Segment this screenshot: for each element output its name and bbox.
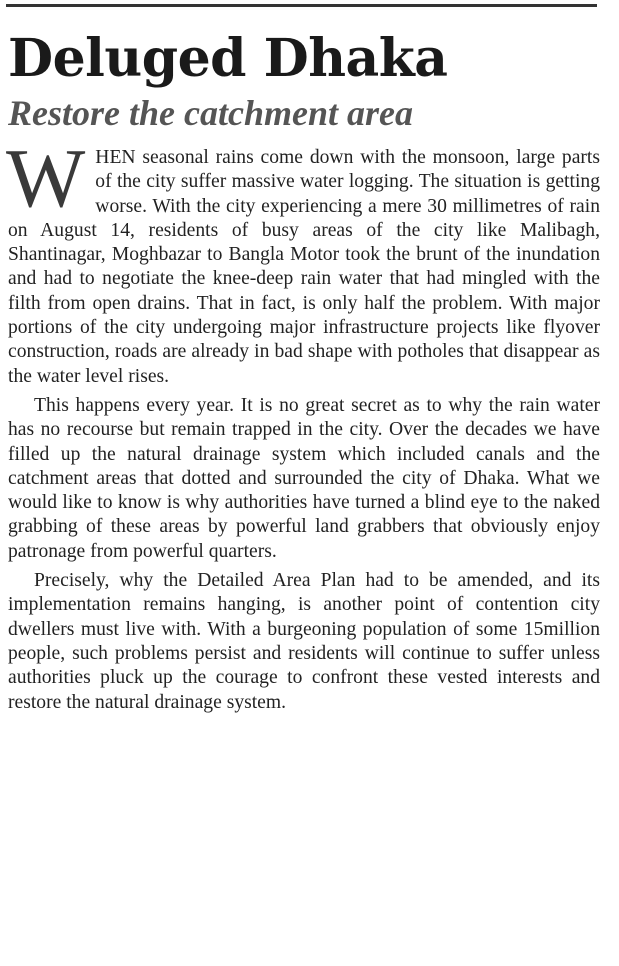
paragraph-text: HEN seasonal rains come down with the monsoon, large parts of the city suffer massive water logging. The situation is getting worse. With the city experiencing a mere 30 millimetres of rain on August 14, residents of busy areas of the city like Malibagh, Shantinagar, Moghbazar to Bangla Motor took the brunt of the inundation and had to negotiate the knee-deep rain water that had mingled with the filth from open drains. That in fact, is only half the problem. With major portions of the city undergoing major infrastructure projects like flyover construction, roads are already in bad shape with potholes that disappear as the water level rises. [8, 147, 600, 387]
article-body [6, 132, 600, 715]
article-paragraph-2: This happens every year. It is no great secret as to why the rain water has no recourse but remain trapped in the city. Over the decades we have filled up the natural drainage system which included canals and the catchment areas that dotted and surrounded the city of Dhaka. What we would like to know is why authorities have turned a blind eye to the naked grabbing of these areas by powerful land grabbers that obviously enjoy patronage from powerful quarters. [8, 394, 600, 562]
drop-cap: W [6, 132, 86, 225]
article-subhead: Restore the catchment area [8, 93, 413, 133]
article-paragraph-1 [6, 132, 600, 389]
top-rule [6, 4, 597, 7]
article-headline: Deluged Dhaka [8, 28, 448, 89]
editorial-article [8, 26, 600, 715]
article-paragraph-3: Precisely, why the Detailed Area Plan had to be amended, and its implementation remains hanging, is another point of contention city dwellers must live with. With a burgeoning population of some 15million people, such problems persist and residents will continue to suffer unless authorities pluck up the courage to confront these vested interests and restore the natural drainage system. [8, 570, 600, 713]
